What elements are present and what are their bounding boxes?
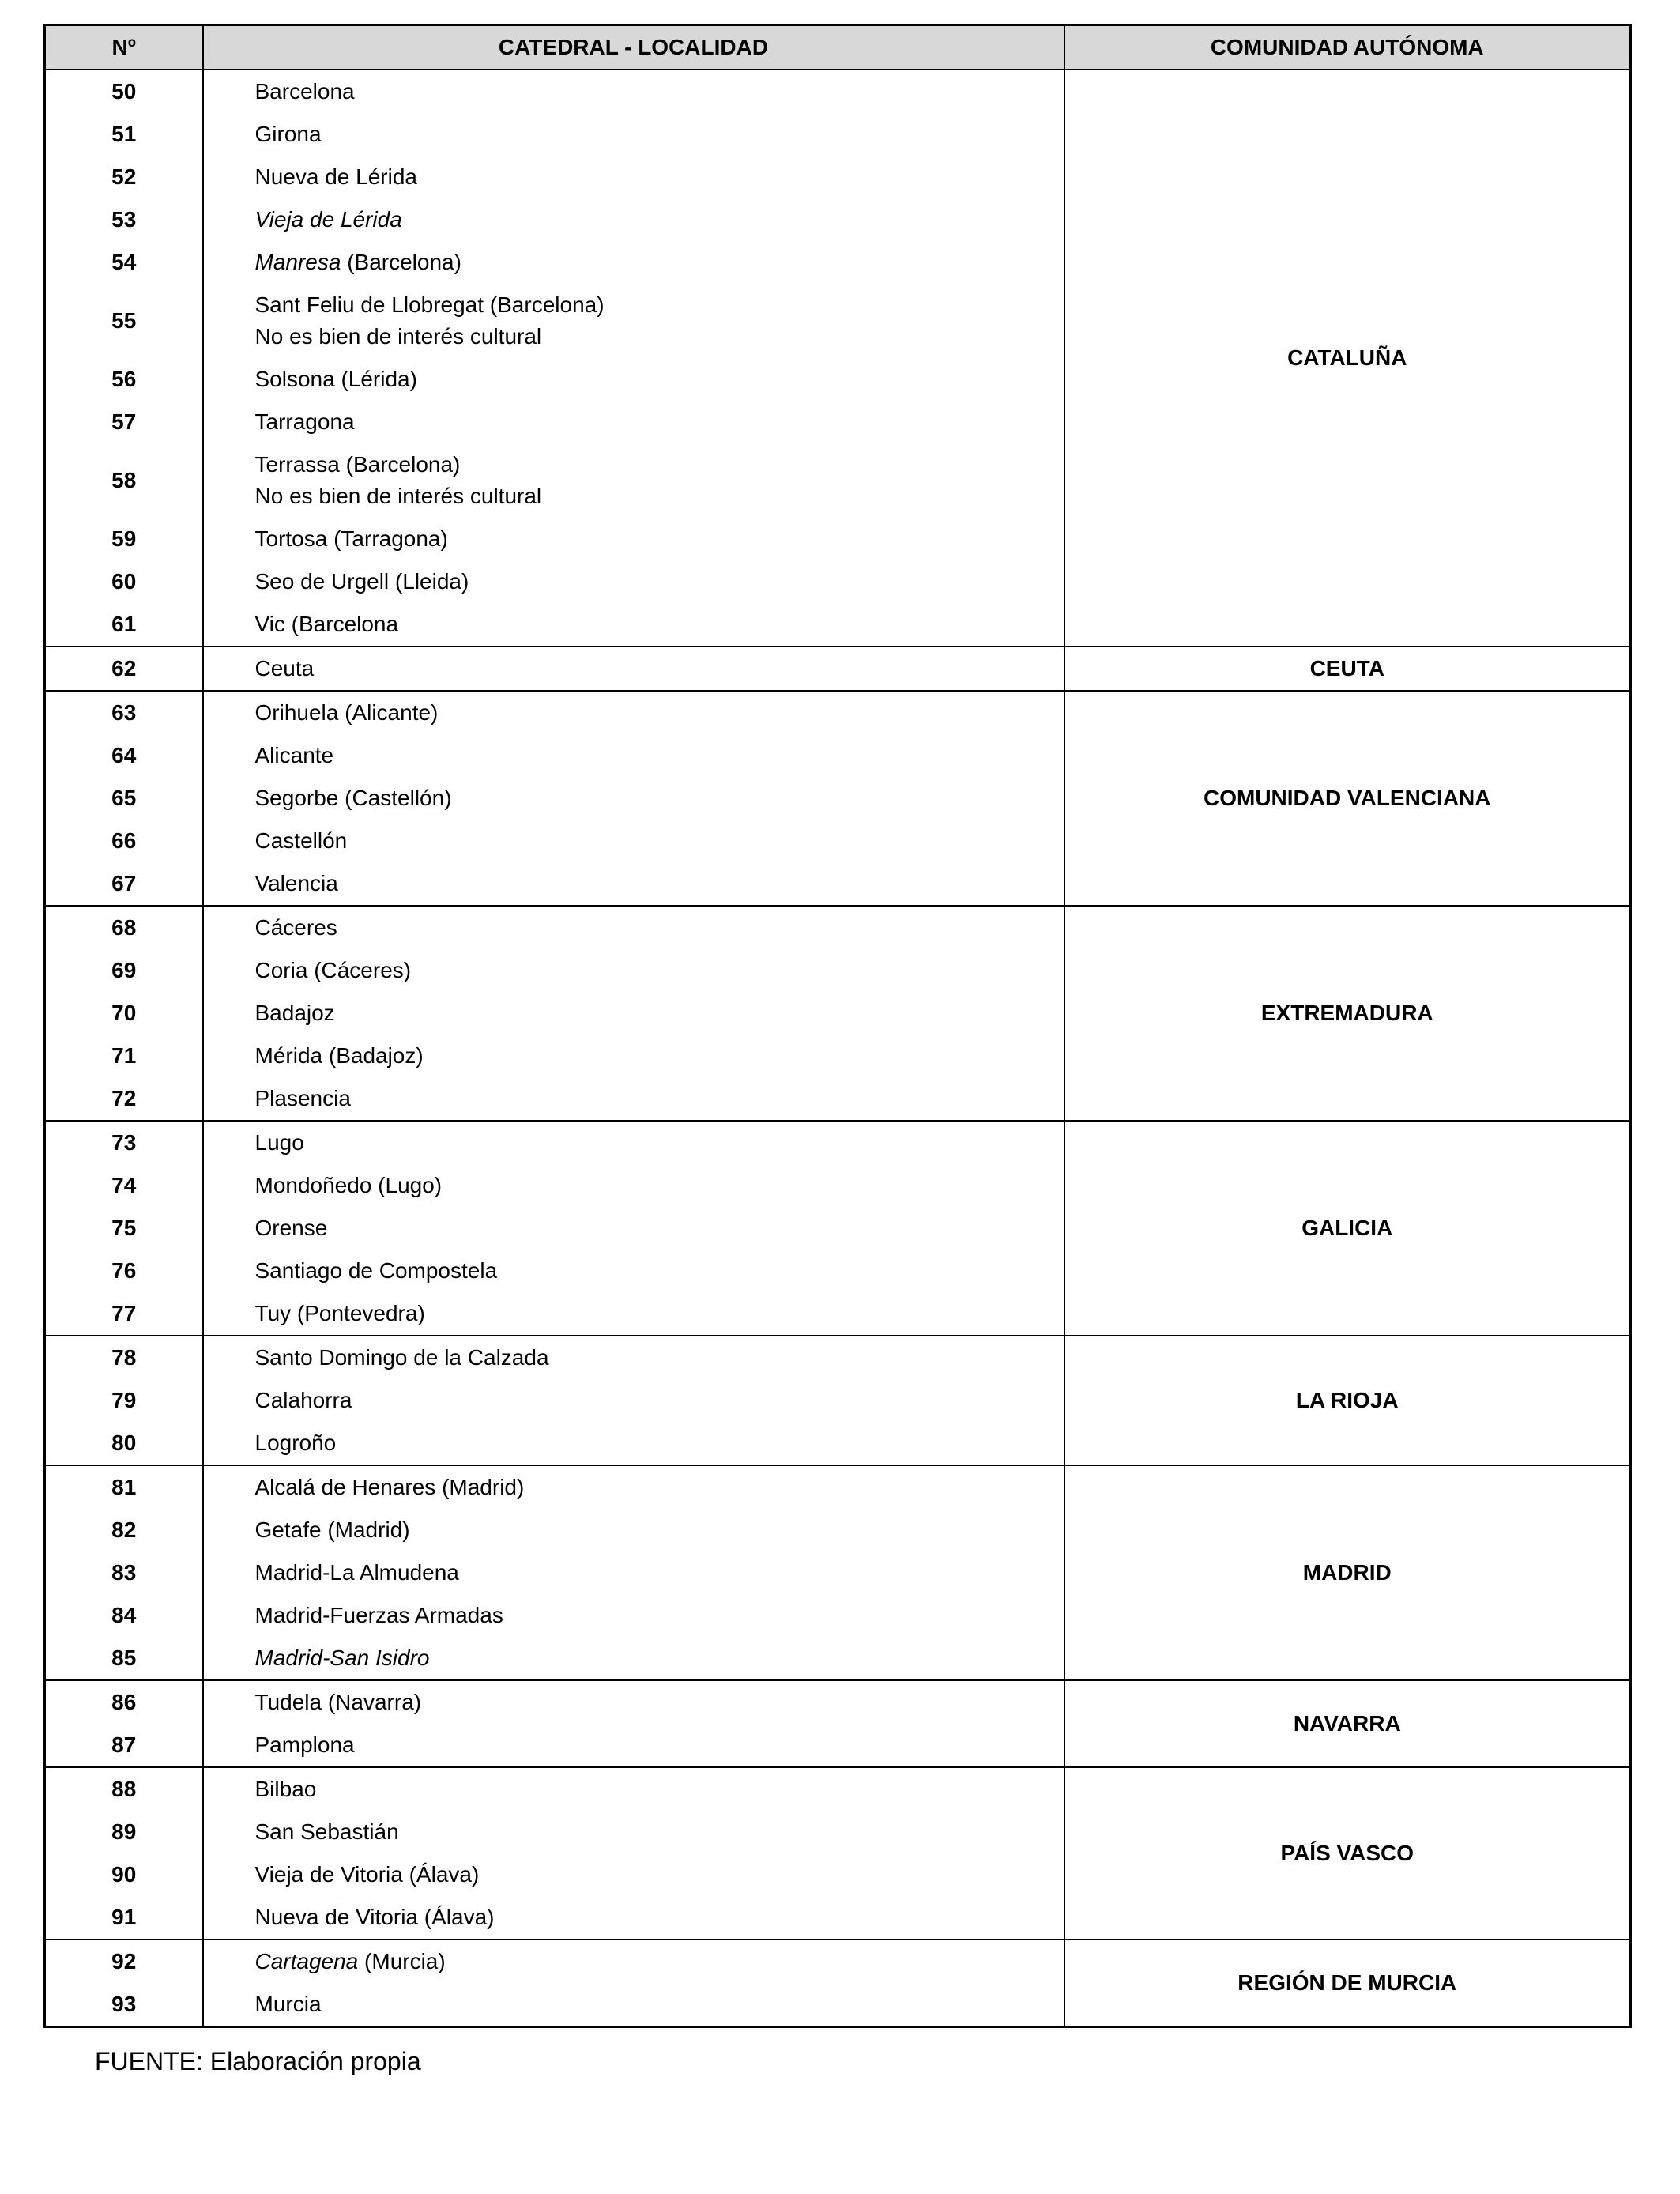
- cathedral-locality: Vieja de Vitoria (Álava): [203, 1853, 1064, 1896]
- cathedral-locality: Manresa (Barcelona): [203, 241, 1064, 284]
- community-name: CATALUÑA: [1064, 70, 1631, 647]
- cathedral-locality: Logroño: [203, 1422, 1064, 1465]
- row-number: 77: [45, 1292, 203, 1336]
- cathedral-locality: Tudela (Navarra): [203, 1680, 1064, 1724]
- header-row: [45, 25, 1631, 70]
- row-number: 88: [45, 1767, 203, 1811]
- row-number: 78: [45, 1336, 203, 1379]
- table-header: [45, 25, 1631, 70]
- row-number: 91: [45, 1896, 203, 1940]
- row-number: 57: [45, 401, 203, 443]
- row-number: 66: [45, 820, 203, 862]
- row-number: 64: [45, 734, 203, 777]
- cathedral-locality: Cáceres: [203, 906, 1064, 949]
- row-number: 70: [45, 992, 203, 1035]
- header-cathedral-locality: CATEDRAL - LOCALIDAD: [203, 25, 1064, 70]
- cathedral-locality: Murcia: [203, 1983, 1064, 2027]
- community-name: LA RIOJA: [1064, 1336, 1631, 1465]
- row-number: 63: [45, 691, 203, 734]
- header-autonomous-community: COMUNIDAD AUTÓNOMA: [1064, 25, 1631, 70]
- table-row: [45, 906, 1631, 949]
- row-number: 65: [45, 777, 203, 820]
- row-number: 82: [45, 1509, 203, 1551]
- cathedral-locality: Calahorra: [203, 1379, 1064, 1422]
- cathedral-locality: Tuy (Pontevedra): [203, 1292, 1064, 1336]
- row-number: 56: [45, 358, 203, 401]
- cathedral-locality: Terrassa (Barcelona) No es bien de interés cultural: [203, 443, 1064, 518]
- cathedral-locality: San Sebastián: [203, 1811, 1064, 1853]
- row-number: 67: [45, 862, 203, 906]
- row-number: 61: [45, 603, 203, 647]
- cathedral-locality: Santiago de Compostela: [203, 1250, 1064, 1292]
- cathedral-locality: Tarragona: [203, 401, 1064, 443]
- community-name: CEUTA: [1064, 647, 1631, 691]
- row-number: 59: [45, 518, 203, 560]
- cathedral-locality: Castellón: [203, 820, 1064, 862]
- cathedral-locality: Solsona (Lérida): [203, 358, 1064, 401]
- row-number: 58: [45, 443, 203, 518]
- cathedral-locality: Ceuta: [203, 647, 1064, 691]
- row-number: 89: [45, 1811, 203, 1853]
- row-number: 72: [45, 1077, 203, 1121]
- cathedral-locality: Plasencia: [203, 1077, 1064, 1121]
- row-number: 92: [45, 1940, 203, 1983]
- cathedral-locality: Vieja de Lérida: [203, 198, 1064, 241]
- table-row: [45, 1767, 1631, 1811]
- cathedral-locality: Orense: [203, 1207, 1064, 1250]
- cathedral-locality: Alcalá de Henares (Madrid): [203, 1465, 1064, 1509]
- cathedral-locality: Mondoñedo (Lugo): [203, 1164, 1064, 1207]
- row-number: 52: [45, 156, 203, 198]
- cathedral-locality: Nueva de Lérida: [203, 156, 1064, 198]
- row-number: 60: [45, 560, 203, 603]
- row-number: 86: [45, 1680, 203, 1724]
- table-row: [45, 647, 1631, 691]
- table-row: [45, 691, 1631, 734]
- community-name: NAVARRA: [1064, 1680, 1631, 1767]
- row-number: 85: [45, 1637, 203, 1680]
- community-name: MADRID: [1064, 1465, 1631, 1680]
- cathedral-locality: Madrid-Fuerzas Armadas: [203, 1594, 1064, 1637]
- cathedral-locality: Bilbao: [203, 1767, 1064, 1811]
- table-row: [45, 1121, 1631, 1164]
- row-number: 84: [45, 1594, 203, 1637]
- cathedral-locality: Seo de Urgell (Lleida): [203, 560, 1064, 603]
- cathedral-locality: Mérida (Badajoz): [203, 1035, 1064, 1077]
- row-number: 76: [45, 1250, 203, 1292]
- table-row: [45, 70, 1631, 113]
- row-number: 69: [45, 949, 203, 992]
- source-note: FUENTE: Elaboración propia: [95, 2047, 421, 2075]
- row-number: 74: [45, 1164, 203, 1207]
- table-row: [45, 1680, 1631, 1724]
- cathedral-locality: Segorbe (Castellón): [203, 777, 1064, 820]
- cathedral-locality: Girona: [203, 113, 1064, 156]
- header-number: Nº: [45, 25, 203, 70]
- table-row: [45, 1940, 1631, 1983]
- community-name: EXTREMADURA: [1064, 906, 1631, 1121]
- cathedrals-table: [43, 24, 1632, 2028]
- row-number: 81: [45, 1465, 203, 1509]
- community-name: REGIÓN DE MURCIA: [1064, 1940, 1631, 2027]
- cathedral-locality: Alicante: [203, 734, 1064, 777]
- table-row: [45, 1465, 1631, 1509]
- row-number: 54: [45, 241, 203, 284]
- row-number: 50: [45, 70, 203, 113]
- cathedral-locality: Nueva de Vitoria (Álava): [203, 1896, 1064, 1940]
- community-name: COMUNIDAD VALENCIANA: [1064, 691, 1631, 906]
- row-number: 75: [45, 1207, 203, 1250]
- table-body: [45, 70, 1631, 2027]
- cathedral-locality: Badajoz: [203, 992, 1064, 1035]
- cathedral-locality: Vic (Barcelona: [203, 603, 1064, 647]
- row-number: 87: [45, 1724, 203, 1767]
- cathedral-locality: Pamplona: [203, 1724, 1064, 1767]
- cathedral-locality: Barcelona: [203, 70, 1064, 113]
- row-number: 68: [45, 906, 203, 949]
- cathedral-locality: Sant Feliu de Llobregat (Barcelona) No es bien de interés cultural: [203, 284, 1064, 358]
- row-number: 53: [45, 198, 203, 241]
- row-number: 83: [45, 1551, 203, 1594]
- row-number: 79: [45, 1379, 203, 1422]
- community-name: GALICIA: [1064, 1121, 1631, 1336]
- cathedral-locality: Getafe (Madrid): [203, 1509, 1064, 1551]
- cathedral-locality: Santo Domingo de la Calzada: [203, 1336, 1064, 1379]
- table-row: [45, 1336, 1631, 1379]
- cathedral-locality: Coria (Cáceres): [203, 949, 1064, 992]
- row-number: 80: [45, 1422, 203, 1465]
- cathedral-locality: Lugo: [203, 1121, 1064, 1164]
- row-number: 62: [45, 647, 203, 691]
- row-number: 73: [45, 1121, 203, 1164]
- cathedral-locality: Valencia: [203, 862, 1064, 906]
- cathedral-locality: Tortosa (Tarragona): [203, 518, 1064, 560]
- cathedral-locality: Orihuela (Alicante): [203, 691, 1064, 734]
- row-number: 71: [45, 1035, 203, 1077]
- community-name: PAÍS VASCO: [1064, 1767, 1631, 1940]
- row-number: 51: [45, 113, 203, 156]
- row-number: 90: [45, 1853, 203, 1896]
- row-number: 93: [45, 1983, 203, 2027]
- cathedral-locality: Cartagena (Murcia): [203, 1940, 1064, 1983]
- row-number: 55: [45, 284, 203, 358]
- cathedral-locality: Madrid-San Isidro: [203, 1637, 1064, 1680]
- cathedral-locality: Madrid-La Almudena: [203, 1551, 1064, 1594]
